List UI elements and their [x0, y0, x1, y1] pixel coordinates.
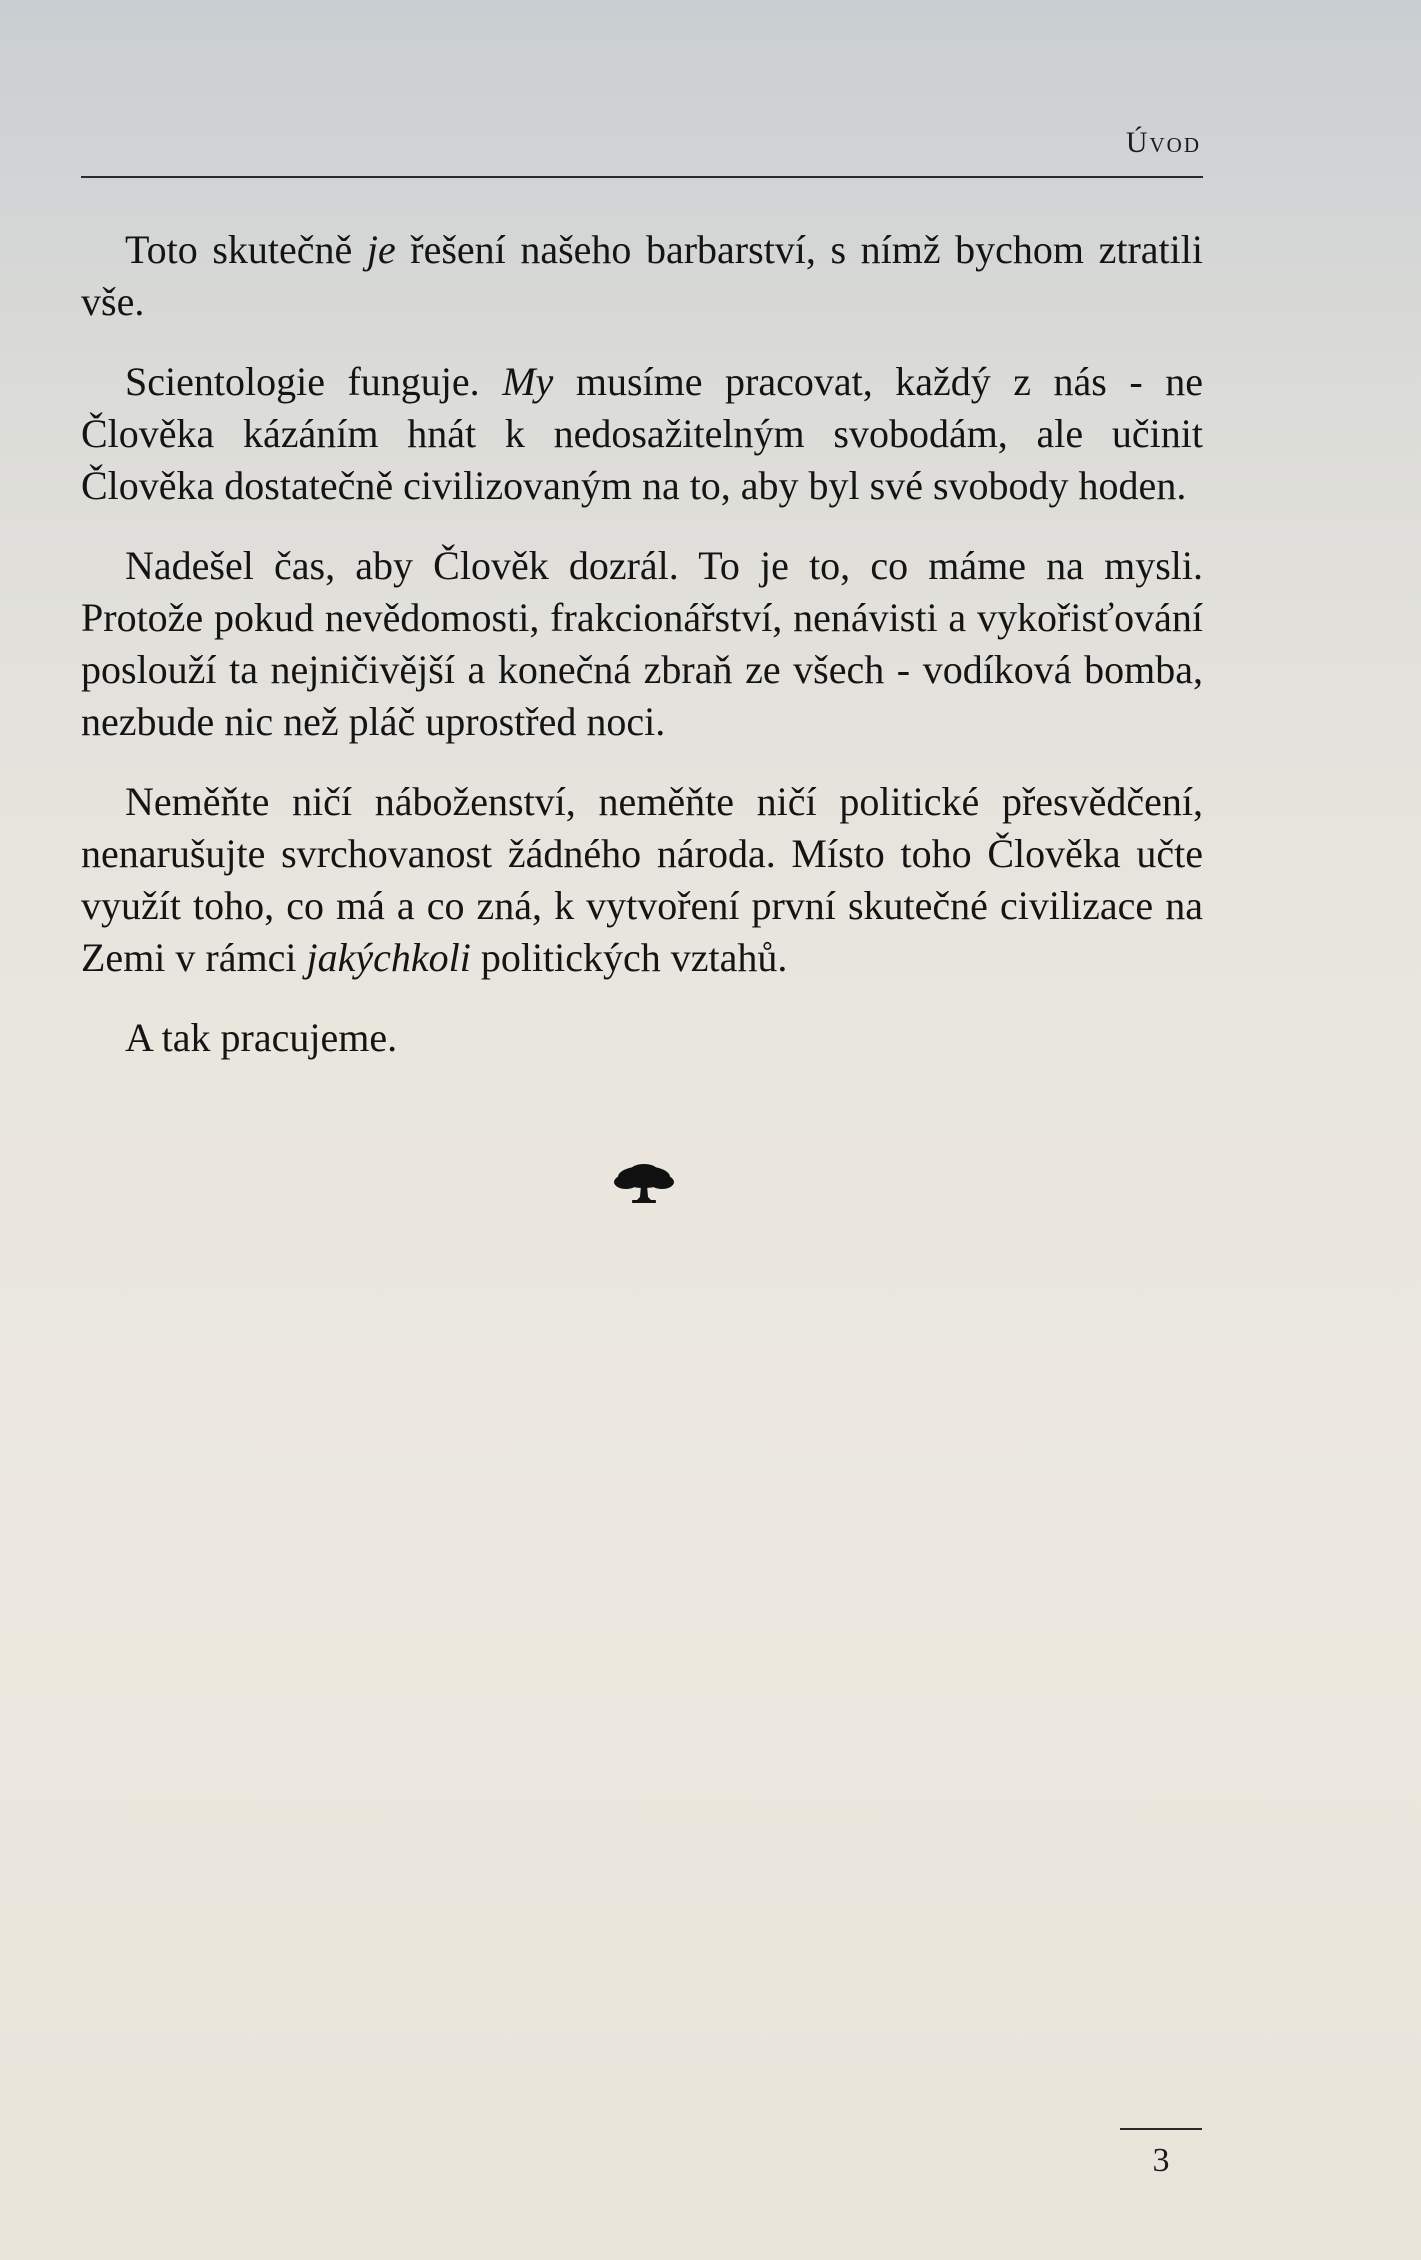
text-run: politických vztahů.	[470, 935, 788, 980]
text-run: Scientologie funguje.	[125, 359, 503, 404]
paragraph	[81, 224, 1203, 328]
header-rule	[81, 176, 1203, 178]
emphasis-text: My	[502, 359, 554, 404]
paragraph	[81, 776, 1203, 984]
running-header-title: Úvod	[1125, 126, 1201, 159]
text-run: Toto skutečně	[125, 227, 367, 272]
text-run: Neměňte ničí náboženství, neměňte ničí politické přesvědčení, nenarušujte svrchovanost žádného národa. Místo toho Člověka učte využít toho, co má a co zná, k vytvoření první skutečné civilizace na Zemi v rámci	[81, 779, 1203, 980]
paragraph	[81, 1012, 1203, 1064]
text-run: A tak pracujeme.	[125, 1015, 398, 1060]
paragraph	[81, 540, 1203, 748]
footer-rule	[1120, 2128, 1202, 2130]
text-run: Nadešel čas, aby Člověk dozrál. To je to, co máme na mysli. Protože pokud nevědomosti, frakcionářství, nenávisti a vykořisťování poslouží ta nejničivější a konečná zbraň ze všech - vodíková bomba, nezbude nic než pláč uprostřed noci.	[81, 543, 1203, 744]
emphasis-text: je	[366, 227, 396, 272]
paragraph	[81, 356, 1203, 512]
tree-ornament-icon	[612, 1163, 676, 1205]
page-number: 3	[1152, 2142, 1170, 2179]
text-run: musíme pracovat, každý z nás - ne Člověka kázáním hnát k nedosažitelným svobodám, ale učinit Člověka dostatečně civilizovaným na to, aby byl své svobody hoden.	[81, 359, 1204, 508]
emphasis-text: jakýchkoli	[306, 935, 471, 980]
body-text	[81, 224, 1203, 1092]
text-run: řešení našeho barbarství, s nímž bychom ztratili vše.	[81, 227, 1203, 324]
